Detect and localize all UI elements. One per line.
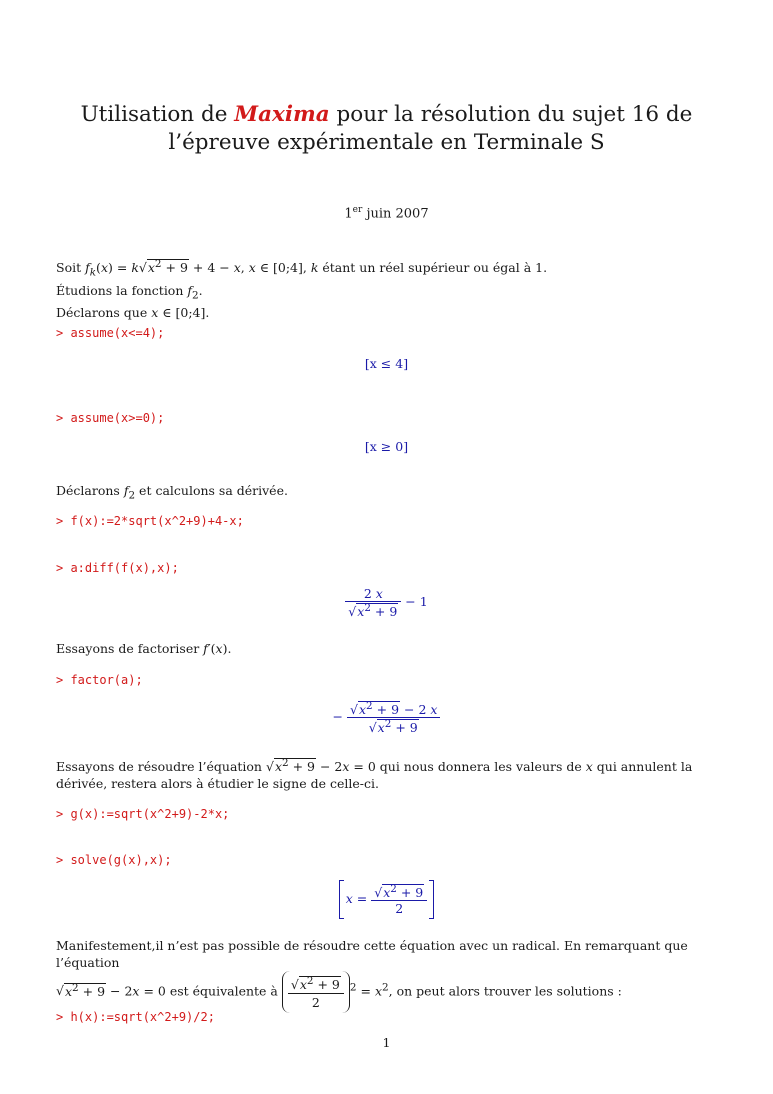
- page-number: 1: [382, 1035, 391, 1050]
- intro-paragraph: Soit $f_k(x) = k√x^2 + 9 + 4 - x$, x ∈ [0;4], k étant un réel supérieur ou égal à 1. Étudions la fonction $f_2$. Déclarons que x ∈ [0;4].: [56, 258, 548, 321]
- command-factor[interactable]: > factor(a);: [56, 673, 143, 687]
- output-derivative: $\frac{2 x}{√x^2 + 9}$ − 1: [0, 586, 773, 619]
- document-date: 1er juin 2007: [344, 205, 429, 222]
- declare-paragraph: Déclarons $f_2$ et calculons sa dérivée.: [56, 483, 288, 502]
- command-define-g[interactable]: > g(x):=sqrt(x^2+9)-2*x;: [56, 807, 230, 821]
- factor-paragraph: Essayons de factoriser f′(x).: [56, 641, 232, 656]
- command-solve[interactable]: > solve(g(x),x);: [56, 853, 172, 867]
- command-assume-max[interactable]: > assume(x<=4);: [56, 326, 165, 340]
- output-assume-min: [x ≥ 0]: [364, 439, 409, 454]
- command-diff[interactable]: > a:diff(f(x),x);: [56, 561, 179, 575]
- output-factor: − $\frac{√x^2 + 9 - 2 x}{√x^2 + 9}$: [0, 700, 773, 735]
- output-solve: x = $\frac{√x^2 + 9}{2}$: [0, 880, 773, 919]
- maxima-name: Maxima: [234, 102, 330, 127]
- command-define-h[interactable]: > h(x):=sqrt(x^2+9)/2;: [56, 1010, 215, 1024]
- command-define-f[interactable]: > f(x):=2*sqrt(x^2+9)+4-x;: [56, 514, 244, 528]
- document-title: Utilisation de Maxima pour la résolution du sujet 16 de l’épreuve expérimentale en Terminale S: [80, 102, 693, 155]
- command-assume-min[interactable]: > assume(x>=0);: [56, 411, 165, 425]
- solve-paragraph: Essayons de résoudre l’équation $√x^2 + 9 - 2x = 0$ qui nous donnera les valeurs de x qui annulent la dérivée, restera alors à étudier le signe de celle-ci.: [56, 757, 693, 792]
- output-assume-max: [x ≤ 4]: [364, 356, 409, 371]
- equivalence-paragraph: Manifestement,il n’est pas possible de résoudre cette équation avec un radical. En remarquant que l’équation $√x^2 + 9 - 2x = 0$ est équivalente à $\frac{√x^2 + 9}{2}$ $^2 = x^2$, on peut alors trouver les solutions :: [56, 937, 718, 1013]
